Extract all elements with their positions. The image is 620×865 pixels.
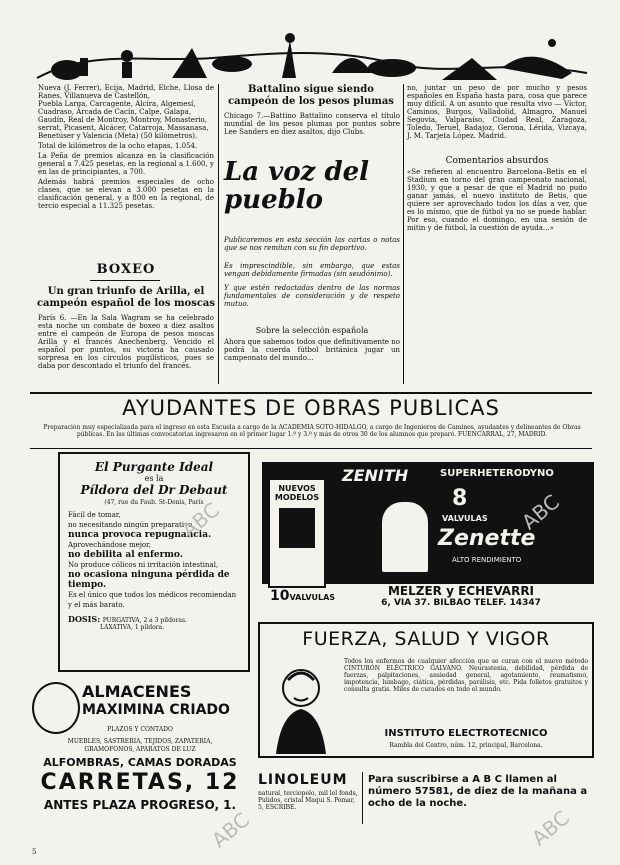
cycling-text-line: serrat, Picasent, Alcácer, Catarroja, Massanasa, <box>38 124 209 132</box>
radio-image <box>382 502 428 572</box>
fuerza-text: Todos los enfermos de cualquier afección que se curan con el nuevo método CINTURÓN ELÉCTRICO GALVANO. Neurastenia, debilidad, pérdida de fuerzas, palpitaciones, ansiedad general, agotamiento, reumatismo, impotencia, lumbago, ciática, pérdidas, parálisis, etc. Pida folletos gratuitos y consulta gratis. Miles de curados en todo el mundo. <box>344 658 588 693</box>
fuerza-title: FUERZA, SALUD Y VIGOR <box>302 628 550 650</box>
zenith-dist: DISTRIBUIDORES PARA ESPAÑA <box>398 574 524 583</box>
fuerza-address: Rambla del Centro, núm. 12, principal, Barcelona. <box>389 742 543 749</box>
cycling-text-line: Gaudín, Real de Montroy, Montroy, Monasterio, <box>38 116 207 124</box>
zenith-address: 6, VIA 37. BILBAO TELEF. 14347 <box>381 598 541 608</box>
purgante-ad <box>58 452 250 672</box>
abc-watermark: ABC <box>527 805 574 851</box>
sports-illustration-banner <box>32 28 592 88</box>
voz-title: La voz del pueblo <box>224 157 370 215</box>
zenith-sub: ALTO RENDIMIENTO <box>452 556 522 564</box>
zenith-ten: 10VALVULAS <box>270 588 336 604</box>
suscribirse-text: Para suscribirse a A B C llamen al número 57581, de diez de la mañana a ocho de la noche. <box>368 774 588 809</box>
almacenes-ad <box>30 676 250 820</box>
fuerza-institute: INSTITUTO ELECTROTECNICO <box>384 728 548 739</box>
battalino-body: Chicago 7.—Battino Battalino conserva el título mundial de los pesos plumas por puntos sobre Lee Sanders en diez asaltos, dijo Clubs. <box>224 112 400 136</box>
boxeo-section-title: BOXEO <box>96 262 156 277</box>
purgante-item: Aprovechándose mejor, <box>68 541 151 549</box>
abc-watermark: ABC <box>517 489 564 535</box>
voz-subhead: Sobre la selección española <box>255 326 369 335</box>
linoleum-title: LINOLEUM <box>258 772 348 788</box>
almacenes-line1: ALMACENES <box>82 682 192 701</box>
almacenes-line5: GRAMOFONOS, APARATOS DE LUZ <box>84 746 196 753</box>
voz-intro: Publicaremos en esta sección las cartas o notas que se nos remitan con su fin deportivo. <box>224 236 400 252</box>
fuerza-ad <box>258 622 594 758</box>
almacenes-line8: ANTES PLAZA PROGRESO, 1. <box>43 798 237 812</box>
purgante-address: (47, rue du Faub. St-Denis, París <box>104 499 204 506</box>
cycling-race-column <box>38 84 214 210</box>
abc-watermark: ABC <box>207 807 254 853</box>
cycling-text-line: Nueva (J. Ferrer), Ecija, Madrid, Elche, Llosa de Ranes, Villanueva de Castellón, <box>38 84 214 100</box>
comentarios-heading: Comentarios absurdos <box>445 156 549 166</box>
abc-watermark: ABC <box>177 497 224 543</box>
col3-top-text: no, juntar un peso de por mucho y pesos españoles en España hasta para, cosa que parece muy difícil. A un asunto que resulta vivo — Víctor, Caminos, Burgos, Valladolid, Almagro, Manuel Segovia, Valparaíso, Ciudad Real, Zaragoza, Toledo, Teruel, Badajoz, Gerona, Lérida, Vizcaya, J. M. Tarjeta López. Madrid. <box>407 84 587 140</box>
almacenes-line2: MAXIMINA CRIADO <box>82 702 230 718</box>
zenith-company: MELZER y ECHEVARRI <box>387 584 535 598</box>
zenith-nuevos: NUEVOS <box>278 484 316 493</box>
voz-para-3: Ahora que sabemos todos que definitivamente no podrá la cuerda fútbol británica jugar un campeonato del mundo... <box>224 338 400 362</box>
purgante-item: nunca provoca repugnancia. <box>68 530 212 540</box>
purgante-item: No produce cólicos ni irritación intestinal, <box>68 561 219 569</box>
cycling-text-line: Total de kilómetros de la ocho etapas, 1.054. <box>38 142 198 150</box>
cycling-text-line: Puebla Larga, Carcagente, Alcira, Algemesí, <box>38 100 196 108</box>
zenith-superheterodyno: SUPERHETERODYNO <box>440 468 554 479</box>
voz-para-1: Es imprescindible, sin embargo, que estas vengan debidamente firmadas (sin seudónimo). <box>224 262 400 278</box>
purgante-item: no ocasiona ninguna pérdida de tiempo. <box>68 570 230 590</box>
boxeo-body: París 6. —En la Sala Wagram se ha celebrado esta noche un combate de boxeo a diez asaltos entre el campeón de Europa de pesos moscas Arilla y el francés Anechenberg. Vencido el español por puntos, su victoria ha causado sorpresa en los círculos pugilísticos, pues se daba por descontado el triunfo del francés. <box>38 314 214 370</box>
dosis-label: DOSIS: <box>68 614 101 624</box>
purgante-line1: El Purgante Ideal <box>94 460 214 474</box>
almacenes-line3: PLAZOS Y CONTADO <box>107 726 173 733</box>
dosis-1: PURGATIVA, 2 a 3 píldoras. <box>102 617 187 624</box>
purgante-item: no debilita al enfermo. <box>68 550 183 560</box>
purgante-item: Fácil de tomar, <box>68 511 121 519</box>
linoleum-text: natural, terciopelo, mil lel fonds, Pulidos, cristal Maqui S. Pomar, 5, ESCRIBE. <box>258 790 358 811</box>
cycling-text-line: Cuadraso, Arcada de Cacín, Calpe, Galapa, <box>38 108 192 116</box>
almacenes-line7: CARRETAS, 12 <box>40 770 240 795</box>
zenith-model: Zenette <box>438 526 536 551</box>
almacenes-line6: ALFOMBRAS, CAMAS DORADAS <box>43 756 237 769</box>
cycling-text-line: Además habrá premios especiales de ocho clases, que se elevan a 3.000 pesetas en la clasificación general, y a 800 en la regional, de tercio especial a 11.325 pesetas. <box>38 178 214 210</box>
purgante-item: no necesitando ningún preparativo, <box>68 521 195 529</box>
purgante-line2: es la <box>144 474 164 483</box>
cycling-text-line: Benetúser y Valencia (Meta) (50 kilómetros). <box>38 132 198 140</box>
battalino-headline: Battalino sigue siendo campeón de los pesos plumas <box>228 84 394 107</box>
almacenes-line4: MUEBLES, SASTRERIA, TEJIDOS, ZAPATERIA, <box>67 738 213 745</box>
voz-del-pueblo-logo <box>224 158 400 230</box>
purgante-item: Es el único que todos los médicos recomiendan y el más barato. <box>68 591 237 609</box>
ayudantes-title: AYUDANTES DE OBRAS PUBLICAS <box>122 396 500 420</box>
zenith-valvulas: VALVULAS <box>442 514 488 523</box>
dosis-2: LAXATIVA, 1 píldora. <box>100 624 165 631</box>
cycling-text-line: La Peña de premios alcanza en la clasificación general a 7.425 pesetas, en la regional a 1.600, y en las de principiantes, a 700. <box>38 152 214 176</box>
comentarios-body: «Se refieren al encuentro Barcelona–Betis en el Stadium en torno del gran campeonato nacional, 1930, y que a pesar de que el Madrid no pudo ganar jamás, el nuevo instituto de Betis, que quiere ser aprovechado todos los días a ver, que es lo mismo, que de fútbol ya no se puede hablar. Por eso, cuando el domingo, en una sesión de mitin y de fútbol, la cuestión de ayuda...» <box>407 168 587 232</box>
boxeo-headline: Un gran triunfo de Arilla, el campeón español de los moscas <box>36 286 216 309</box>
linoleum-ad <box>258 772 358 824</box>
zenith-brand: ZENITH <box>342 466 409 485</box>
man-portrait-image <box>266 658 336 754</box>
purgante-line3: Píldora del Dr Debaut <box>80 483 228 497</box>
ayudantes-text: Preparación muy especializada para el ingreso en esta Escuela a cargo de la ACADEMIA SOTO-HIDALGO, a cargo de Ingenieros de Caminos, ayudantes y delineantes de Obras públicas. En las últimas convocatorias ingresaron en el primer lugar 1.º y 3.º y más de otros 30 de los alumnos que preparó. FUENCARRAL, 27, MADRID. <box>43 424 581 438</box>
zenith-8: 8 <box>452 486 468 511</box>
zenith-modelos: MODELOS <box>274 493 320 502</box>
zenith-left-panel <box>268 478 326 588</box>
page-mark: 5 <box>32 848 37 856</box>
voz-para-2: Y que estén redactadas dentro de las normas fundamentales de consideración y de respeto mutuo. <box>224 284 400 308</box>
radio-cabinet <box>279 508 315 548</box>
